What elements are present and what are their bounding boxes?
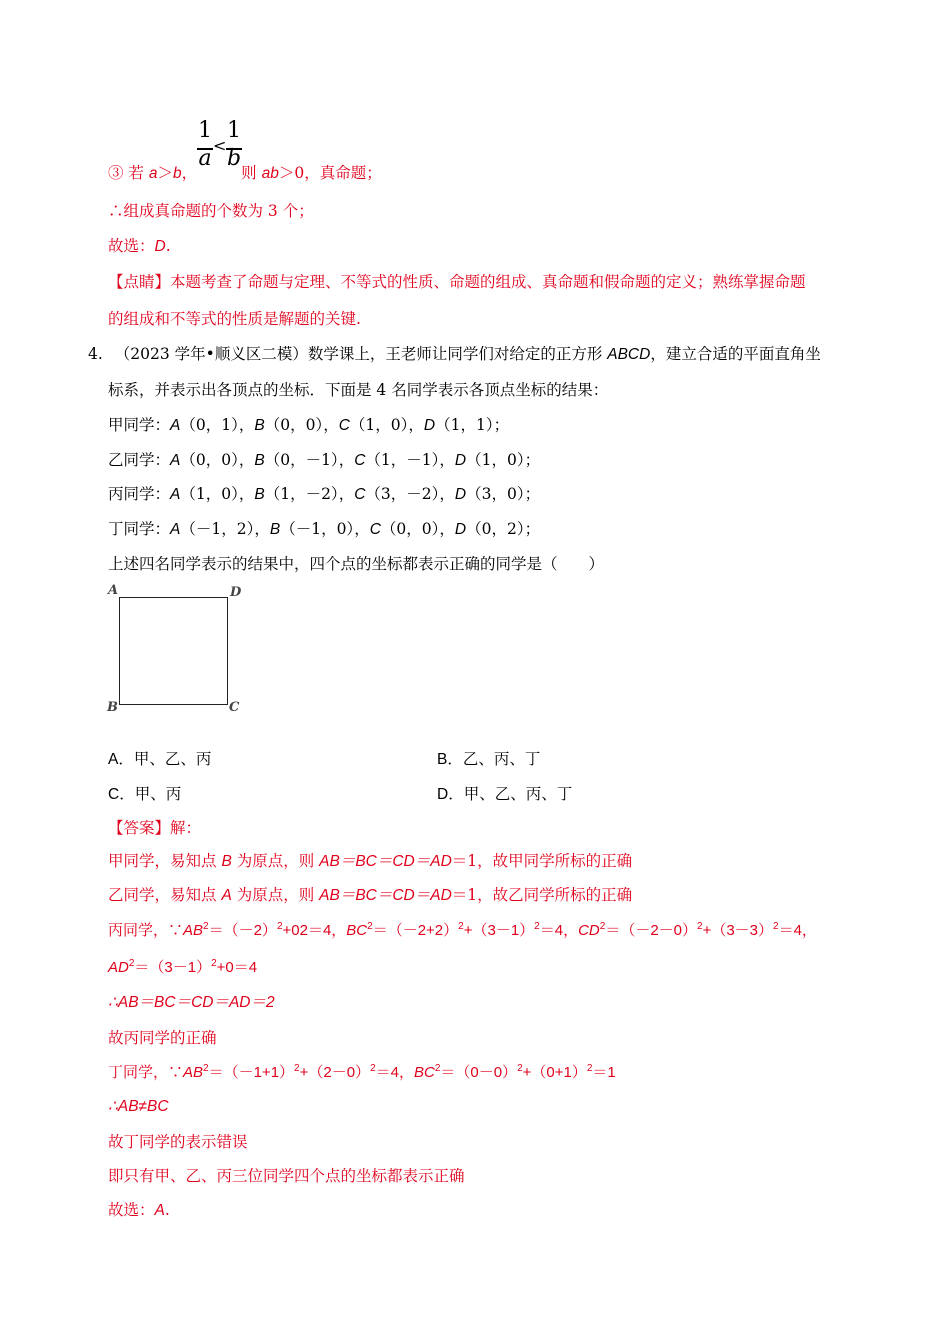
- question-4-prompt: 上述四名同学表示的结果中，四个点的坐标都表示正确的同学是（ ）: [108, 555, 605, 573]
- answer-choice: 故选：A.: [108, 1201, 170, 1219]
- corner-label-c: C: [229, 700, 240, 715]
- answer-bing-1: 丙同学，$\because AB^2=(-2)^2+02=4$，$BC^2=(-2+2)^2+(3-1)^2=4$，$CD^2=(-2-0)^2+(3-3)^2=4$，: [108, 921, 817, 939]
- answer-bing-4: 故丙同学的正确: [108, 1029, 217, 1047]
- less-than-sign: <: [213, 136, 227, 155]
- item-3: ③ 若 a＞b， 则 ab＞0，真命题；: [108, 164, 382, 182]
- answer-ding-1: 丁同学，$\because AB^2=(-1+1)^2+(2-0)^2=4$，$BC^2=(0-0)^2+(0+1)^2=1$: [108, 1063, 616, 1081]
- answer-summary: 即只有甲、乙、丙三位同学四个点的坐标都表示正确: [108, 1167, 465, 1185]
- answer-bing-3: ∴AB＝BC＝CD＝AD＝2: [108, 994, 275, 1011]
- option-c[interactable]: C．甲、丙: [108, 785, 182, 803]
- answer-jia: 甲同学，易知点 B 为原点，则 AB＝BC＝CD＝AD＝1，故甲同学所标的正确: [108, 852, 633, 870]
- answer-bing-2: $AD^2=(3-1)^2+0=4$: [108, 958, 258, 976]
- question-4-line-2: 标系，并表示出各顶点的坐标．下面是 4 名同学表示各顶点坐标的结果：: [108, 381, 609, 399]
- option-a[interactable]: A．甲、乙、丙: [108, 750, 212, 768]
- answer-ding-3: 故丁同学的表示错误: [108, 1133, 248, 1151]
- corner-label-b: B: [107, 700, 118, 715]
- question-4-line-1: 4. （2023 学年•顺义区二模）数学课上，王老师让同学们对给定的正方形 ABCD，建立合适的平面直角坐: [88, 345, 821, 363]
- option-d[interactable]: D．甲、乙、丙、丁: [437, 785, 573, 803]
- corner-label-d: D: [230, 585, 242, 600]
- conclusion-true-count: ∴组成真命题的个数为 3 个；: [108, 202, 314, 220]
- corner-label-a: A: [108, 583, 119, 598]
- student-ding: 丁同学：A（－1，2），B（－1，0），C（0，0），D（0，2）；: [108, 520, 541, 538]
- dianjing-line-2: 的组成和不等式的性质是解题的关键.: [108, 310, 361, 328]
- dianjing-line-1: 【点睛】本题考查了命题与定理、不等式的性质、命题的组成、真命题和假命题的定义；熟练掌握命题: [108, 273, 806, 291]
- answer-ding-2: ∴AB≠BC: [108, 1098, 169, 1115]
- student-jia: 甲同学：A（0，1），B（0，0），C（1，0），D（1，1）；: [108, 416, 510, 434]
- student-yi: 乙同学：A（0，0），B（0，－1），C（1，－1），D（1，0）；: [108, 451, 541, 469]
- choice-line: 故选：D.: [108, 237, 171, 255]
- student-bing: 丙同学：A（1，0），B（1，－2），C（3，－2），D（3，0）；: [108, 485, 541, 503]
- answer-header: 【答案】解：: [108, 819, 202, 837]
- square-abcd-figure: [119, 597, 228, 705]
- option-b[interactable]: B．乙、丙、丁: [437, 750, 541, 768]
- answer-yi: 乙同学，易知点 A 为原点，则 AB＝BC＝CD＝AD＝1，故乙同学所标的正确: [108, 886, 633, 904]
